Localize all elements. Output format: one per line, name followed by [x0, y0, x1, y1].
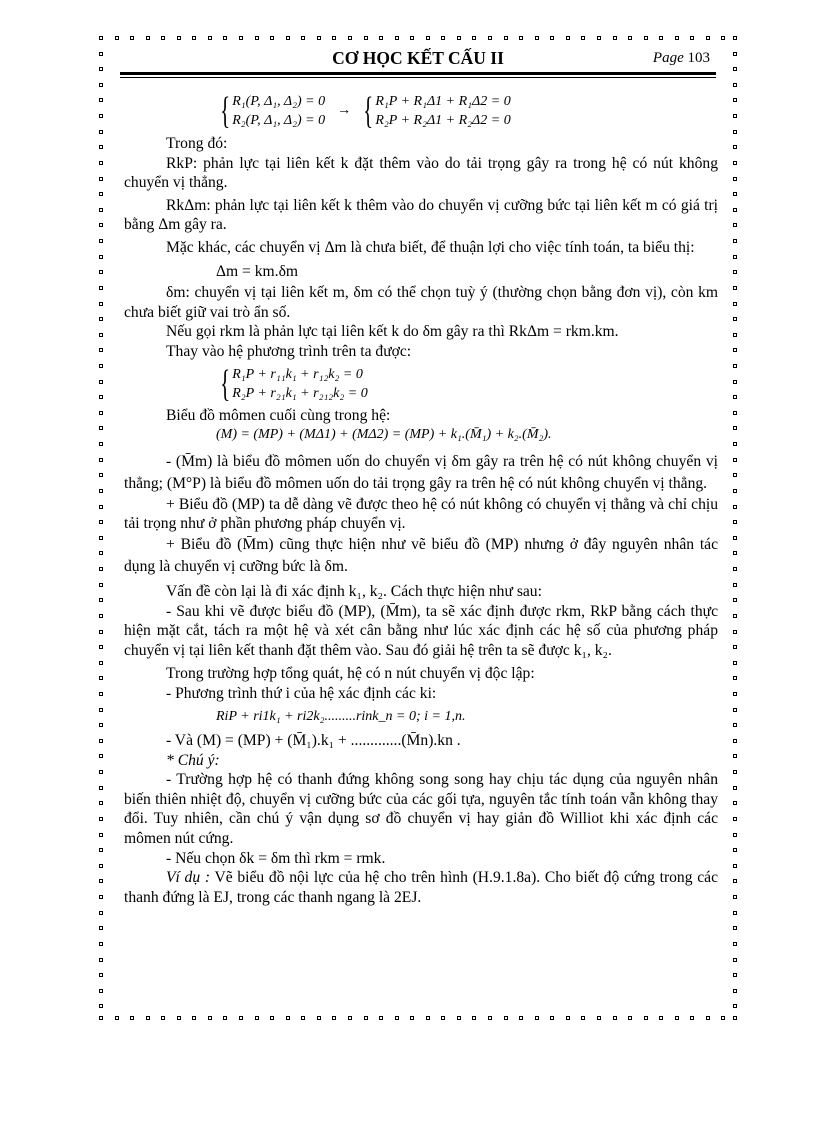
trong-do: Trong đó: — [166, 135, 228, 152]
border-dot — [733, 270, 737, 274]
border-dot — [733, 520, 737, 524]
para-bieu-do: Biểu đồ mômen cuối cùng trong hệ: — [166, 406, 391, 424]
border-dot — [99, 567, 103, 571]
border-dot — [99, 833, 103, 837]
border-dot — [99, 67, 103, 71]
border-dot — [721, 1016, 725, 1020]
page-content — [124, 88, 718, 907]
border-dot — [99, 676, 103, 680]
border-dot — [733, 770, 737, 774]
para-mm2: + Biểu đồ (M̄m) cũng thực hiện như vẽ biểu đồ (MP) nhưng ở đây nguyên nhân tác dụng là chuyển vị cưỡng bức là δm. — [124, 535, 718, 575]
border-dot — [733, 739, 737, 743]
border-dot — [99, 380, 103, 384]
border-dot — [115, 36, 119, 40]
border-dot — [130, 36, 134, 40]
eq-line: R₁P + r₁₁k₁ + r₁₂k₂ = 0 — [232, 366, 363, 382]
arrow: → — [337, 103, 352, 119]
border-dot — [99, 520, 103, 524]
border-dot — [504, 36, 508, 40]
border-dot — [597, 1016, 601, 1020]
border-dot — [99, 630, 103, 634]
border-dot — [99, 223, 103, 227]
border-dot — [177, 36, 181, 40]
border-dot — [99, 473, 103, 477]
border-dot — [192, 36, 196, 40]
border-dot — [379, 36, 383, 40]
border-dot — [192, 1016, 196, 1020]
border-dot — [535, 1016, 539, 1020]
border-dot — [733, 598, 737, 602]
border-dot — [115, 1016, 119, 1020]
border-dot — [99, 161, 103, 165]
border-dot — [613, 1016, 617, 1020]
border-dot — [733, 801, 737, 805]
border-dot — [99, 426, 103, 430]
border-dot — [721, 36, 725, 40]
border-dot — [99, 926, 103, 930]
border-dot — [733, 130, 737, 134]
border-dot — [733, 208, 737, 212]
border-dot — [99, 333, 103, 337]
border-dot — [628, 1016, 632, 1020]
border-dot — [99, 317, 103, 321]
para-tong-quat: Trong trường hợp tổng quát, hệ có n nút chuyển vị độc lập: — [166, 665, 535, 683]
eq-va: - Và (M) = (MP) + (M̄₁).k₁ + .............(M̄n).kn . — [166, 732, 461, 750]
border-dot — [597, 36, 601, 40]
border-dot — [550, 1016, 554, 1020]
border-dot — [146, 36, 150, 40]
border-dot — [99, 505, 103, 509]
border-dot — [99, 255, 103, 259]
border-dot — [535, 36, 539, 40]
border-dot — [99, 958, 103, 962]
border-dot — [581, 1016, 585, 1020]
para-delta-m: δm: chuyển vị tại liên kết m, δm có thể chọn tuỳ ý (thường chọn bằng đơn vị), còn km chưa biết giữ vai trò ẩn số. — [124, 284, 718, 321]
border-dot — [332, 1016, 336, 1020]
border-dot — [99, 786, 103, 790]
border-dot — [99, 177, 103, 181]
para-neu-goi: Nếu gọi rkm là phản lực tại liên kết k do δm gây ra thì RkΔm = rkm.km. — [166, 323, 619, 341]
border-dot — [99, 583, 103, 587]
border-dot — [99, 1004, 103, 1008]
border-dot — [99, 83, 103, 87]
border-dot — [659, 36, 663, 40]
border-dot — [733, 145, 737, 149]
border-dot — [99, 864, 103, 868]
border-dot — [99, 770, 103, 774]
border-dot — [99, 739, 103, 743]
border-dot — [733, 551, 737, 555]
border-dot — [733, 754, 737, 758]
border-dot — [613, 36, 617, 40]
border-dot — [317, 36, 321, 40]
border-dot — [733, 333, 737, 337]
border-dot — [733, 348, 737, 352]
para-mat-khac: Mặc khác, các chuyển vị Δm là chưa biết, để thuận lợi cho việc tính toán, ta biểu thị: — [166, 238, 695, 256]
border-dot — [286, 36, 290, 40]
border-dot — [733, 364, 737, 368]
border-dot — [223, 1016, 227, 1020]
border-dot — [733, 567, 737, 571]
border-dot — [99, 302, 103, 306]
border-dot — [364, 1016, 368, 1020]
para-mp: + Biểu đồ (MP) ta dễ dàng vẽ được theo hệ có nút không có chuyển vị thẳng và chỉ chịu tải trọng như ở phần phương pháp chuyển vị. — [124, 495, 718, 533]
border-dot — [239, 36, 243, 40]
border-dot — [733, 786, 737, 790]
border-dot — [99, 723, 103, 727]
border-dot — [733, 864, 737, 868]
border-dot — [99, 489, 103, 493]
para-van-de: Vấn đề còn lại là đi xác định k₁, k₂. Cách thực hiện như sau: — [166, 582, 542, 600]
eq-delta: Δm = km.δm — [216, 262, 299, 280]
para-rkdm: RkΔm: phản lực tại liên kết k thêm vào do chuyển vị cưỡng bức tại liên kết m có giá trị bằng Δm gây ra. — [124, 196, 718, 234]
border-dot — [161, 1016, 165, 1020]
para-sau-khi: - Sau khi vẽ được biểu đồ (MP), (M̄m), ta sẽ xác định được rkm, RkP bằng cách thực hiện mặt cắt, tách ra một hệ và xét cân bằng như lúc xác định các hệ số của phương pháp chuyển vị tại liên kết thanh đặt thêm vào. Sau đó giải hệ trên ta sẽ được k₁, k₂. — [124, 602, 718, 659]
border-dot — [99, 130, 103, 134]
brace-left: { — [220, 90, 231, 132]
para-thay-vao: Thay vào hệ phương trình trên ta được: — [166, 342, 412, 360]
border-dot — [675, 36, 679, 40]
border-dot — [99, 598, 103, 602]
border-dot — [519, 1016, 523, 1020]
border-dot — [99, 286, 103, 290]
border-dot — [332, 36, 336, 40]
border-dot — [348, 1016, 352, 1020]
border-dot — [255, 36, 259, 40]
border-dot — [690, 36, 694, 40]
eq-line: R₁P + R₁Δ1 + R₁Δ2 = 0 — [375, 94, 511, 109]
border-dot — [488, 36, 492, 40]
border-dot — [581, 36, 585, 40]
border-dot — [395, 1016, 399, 1020]
border-dot — [733, 645, 737, 649]
border-dot — [690, 1016, 694, 1020]
border-dot — [472, 36, 476, 40]
border-dot — [733, 692, 737, 696]
border-dot — [733, 848, 737, 852]
border-dot — [644, 36, 648, 40]
border-dot — [130, 1016, 134, 1020]
border-dot — [733, 614, 737, 618]
border-dot — [441, 1016, 445, 1020]
border-dot — [239, 1016, 243, 1020]
border-dot — [99, 645, 103, 649]
border-dot — [99, 114, 103, 118]
eq-moment: (M) = (MP) + (MΔ1) + (MΔ2) = (MP) + k₁.(M̄₁) + k₂.(M̄₂). — [216, 427, 552, 443]
border-dot — [733, 223, 737, 227]
border-dot — [99, 36, 103, 40]
border-dot — [519, 36, 523, 40]
border-dot — [146, 1016, 150, 1020]
header-page-number — [653, 50, 710, 67]
border-dot — [410, 1016, 414, 1020]
border-dot — [733, 98, 737, 102]
border-dot — [733, 630, 737, 634]
border-dot — [99, 895, 103, 899]
border-dot — [99, 879, 103, 883]
border-dot — [161, 36, 165, 40]
border-dot — [426, 36, 430, 40]
border-dot — [733, 36, 737, 40]
border-dot — [733, 317, 737, 321]
border-dot — [733, 989, 737, 993]
border-dot — [733, 395, 737, 399]
border-dot — [566, 36, 570, 40]
border-dot — [301, 36, 305, 40]
border-dot — [644, 1016, 648, 1020]
border-dot — [733, 458, 737, 462]
equation-system-2 — [216, 362, 718, 406]
border-dot — [733, 239, 737, 243]
border-dot — [733, 1004, 737, 1008]
eq-general: RiP + ri1k₁ + ri2k₂.........rink_n = 0; i = 1,n. — [216, 709, 466, 725]
border-dot — [99, 801, 103, 805]
border-dot — [441, 36, 445, 40]
border-dot — [733, 676, 737, 680]
border-dot — [395, 36, 399, 40]
border-dot — [348, 36, 352, 40]
border-dot — [733, 380, 737, 384]
border-dot — [99, 98, 103, 102]
eq-line: R₂(P, Δ₁, Δ₂) = 0 — [232, 113, 326, 128]
border-dot — [99, 692, 103, 696]
border-dot — [286, 1016, 290, 1020]
border-dot — [733, 911, 737, 915]
border-dot — [733, 926, 737, 930]
border-dot — [659, 1016, 663, 1020]
border-dot — [99, 614, 103, 618]
border-dot — [733, 536, 737, 540]
border-dot — [99, 1016, 103, 1020]
border-dot — [733, 52, 737, 56]
border-dot — [457, 36, 461, 40]
page-number: 103 — [687, 50, 710, 66]
border-dot — [99, 708, 103, 712]
border-dot — [99, 395, 103, 399]
para-pt-thu-i: - Phương trình thứ i của hệ xác định các ki: — [166, 684, 437, 702]
border-dot — [99, 551, 103, 555]
chu-y-heading: * Chú ý: — [166, 751, 220, 769]
border-dot — [99, 848, 103, 852]
header-title: CƠ HỌC KẾT CẤU II — [332, 48, 504, 68]
border-dot — [733, 302, 737, 306]
para-chu-y-2: - Nếu chọn δk = δm thì rkm = rmk. — [166, 849, 386, 867]
border-dot — [733, 879, 737, 883]
border-dot — [177, 1016, 181, 1020]
border-dot — [426, 1016, 430, 1020]
border-dot — [566, 1016, 570, 1020]
border-dot — [208, 1016, 212, 1020]
border-dot — [550, 36, 554, 40]
border-dot — [99, 348, 103, 352]
border-dot — [733, 411, 737, 415]
border-dot — [628, 36, 632, 40]
page-header — [120, 48, 716, 70]
vi-du-label: Ví dụ : — [166, 869, 211, 887]
para-vi-du — [124, 868, 718, 907]
eq-line: R₁(P, Δ₁, Δ₂) = 0 — [232, 94, 326, 109]
para-chu-y-1: - Trường hợp hệ có thanh đứng không song song hay chịu tác dụng của nguyên nhân biến thiên nhiệt độ, chuyển vị cưỡng bức của các gối tựa, nguyên tắc tính toán vẫn không thay đổi. Tuy nhiên, cần chú ý vận dụng sơ đồ chuyển vị hay giản đồ Williot khi xác định các mômen nút cứng. — [124, 771, 718, 848]
border-dot — [733, 442, 737, 446]
border-dot — [733, 192, 737, 196]
border-dot — [733, 426, 737, 430]
border-dot — [99, 973, 103, 977]
equation-system-1 — [216, 88, 718, 134]
border-dot — [379, 1016, 383, 1020]
border-dot — [733, 583, 737, 587]
border-dot — [410, 36, 414, 40]
header-rule-thick — [120, 72, 716, 75]
brace-left: { — [363, 90, 374, 132]
border-dot — [733, 489, 737, 493]
border-dot — [733, 1016, 737, 1020]
border-dot — [99, 942, 103, 946]
page-word: Page — [652, 50, 684, 66]
border-dot — [457, 1016, 461, 1020]
border-dot — [255, 1016, 259, 1020]
border-dot — [99, 754, 103, 758]
vi-du-text: Vẽ biểu đồ nội lực của hệ cho trên hình (H.9.1.8a). Cho biết độ cứng trong các thanh đứng là EJ, trong các thanh ngang là 2EJ. — [124, 869, 718, 906]
border-dot — [488, 1016, 492, 1020]
eq-line: R₂P + r₂₁k₁ + r₂₁₂k₂ = 0 — [232, 385, 368, 401]
border-dot — [733, 505, 737, 509]
border-dot — [99, 208, 103, 212]
border-dot — [99, 411, 103, 415]
border-dot — [733, 255, 737, 259]
border-dot — [472, 1016, 476, 1020]
border-dot — [733, 833, 737, 837]
border-dot — [733, 817, 737, 821]
border-dot — [99, 817, 103, 821]
border-dot — [301, 1016, 305, 1020]
border-dot — [733, 895, 737, 899]
brace-left: { — [220, 362, 231, 405]
border-dot — [99, 270, 103, 274]
border-dot — [99, 442, 103, 446]
border-dot — [99, 364, 103, 368]
border-dot — [706, 36, 710, 40]
border-dot — [733, 286, 737, 290]
border-dot — [208, 36, 212, 40]
border-dot — [733, 161, 737, 165]
border-dot — [733, 723, 737, 727]
border-dot — [99, 239, 103, 243]
para-mm: - (M̄m) là biểu đồ mômen uốn do chuyển vị δm gây ra trên hệ có nút không chuyển vị thẳng; (M°P) là biểu đồ mômen uốn do tải trọng gây ra trên hệ có nút không chuyển vị thẳng. — [124, 452, 718, 492]
border-dot — [99, 661, 103, 665]
border-dot — [99, 145, 103, 149]
border-dot — [99, 911, 103, 915]
eq-line: R₂P + R₂Δ1 + R₂Δ2 = 0 — [375, 113, 511, 128]
border-dot — [99, 192, 103, 196]
border-dot — [99, 458, 103, 462]
header-rule-thin — [120, 77, 716, 78]
border-dot — [364, 36, 368, 40]
border-dot — [317, 1016, 321, 1020]
para-rkp: RkP: phản lực tại liên kết k đặt thêm vào do tải trọng gây ra trong hệ có nút không chuyển vị thẳng. — [124, 154, 718, 192]
system-2 — [232, 365, 367, 403]
border-dot — [270, 36, 274, 40]
border-dot — [270, 1016, 274, 1020]
border-dot — [99, 52, 103, 56]
border-dot — [99, 989, 103, 993]
border-dot — [733, 661, 737, 665]
border-dot — [675, 1016, 679, 1020]
system-1-right — [375, 92, 510, 130]
border-dot — [99, 536, 103, 540]
border-dot — [733, 177, 737, 181]
border-dot — [504, 1016, 508, 1020]
border-dot — [733, 973, 737, 977]
border-dot — [733, 958, 737, 962]
border-dot — [733, 114, 737, 118]
border-dot — [223, 36, 227, 40]
border-dot — [706, 1016, 710, 1020]
border-dot — [733, 473, 737, 477]
system-1-left — [232, 92, 325, 130]
border-dot — [733, 942, 737, 946]
border-dot — [733, 83, 737, 87]
border-dot — [733, 708, 737, 712]
border-dot — [733, 67, 737, 71]
